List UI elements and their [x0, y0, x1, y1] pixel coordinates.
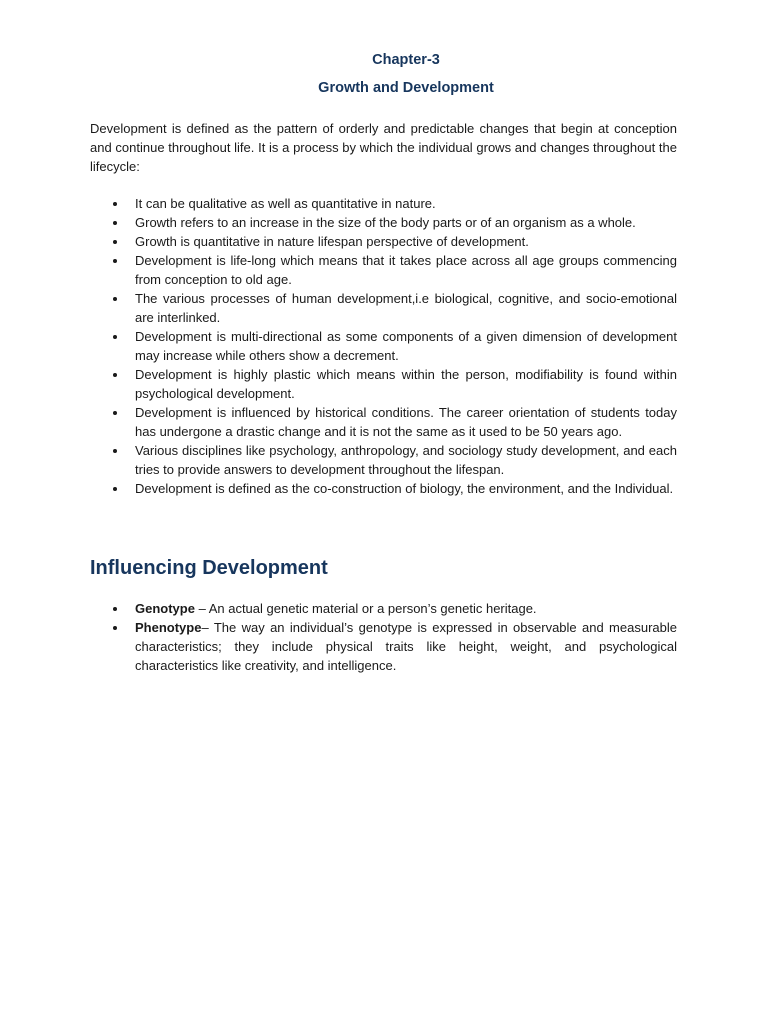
list-item-text: Development is highly plastic which means within the person, modifiability is found within psychological development.	[135, 367, 677, 401]
intro-paragraph: Development is defined as the pattern of orderly and predictable changes that begin at conception and continue throughout life. It is a process by which the individual grows and changes throughout the lifecycle:	[90, 121, 677, 174]
bullet-icon	[113, 373, 117, 377]
list-item-text: Growth refers to an increase in the size of the body parts or of an organism as a whole.	[135, 215, 636, 230]
chapter-label: Chapter-3	[372, 52, 440, 68]
list-item-text: Development is defined as the co-construction of biology, the environment, and the Individual.	[135, 481, 674, 496]
list-item-text: Development is influenced by historical conditions. The career orientation of students today has undergone a drastic change and it is not the same as it used to be 50 years ago.	[135, 405, 677, 439]
list-item	[90, 441, 677, 479]
list-item-text: Various disciplines like psychology, anthropology, and sociology study development, and each tries to provide answers to development throughout the lifespan.	[135, 443, 677, 477]
influencing-list	[90, 599, 677, 675]
bullet-icon	[113, 297, 117, 301]
bullet-icon	[113, 202, 117, 206]
list-item-genotype	[90, 599, 677, 618]
list-item	[90, 365, 677, 403]
list-item-text: Development is multi-directional as some components of a given dimension of development may increase while others show a decrement.	[135, 329, 677, 363]
list-item-text: Development is life-long which means that it takes place across all age groups commencing from conception to old age.	[135, 253, 677, 287]
bullet-icon	[113, 449, 117, 453]
chapter-title: Growth and Development	[318, 80, 494, 96]
characteristics-list	[90, 194, 677, 498]
list-item	[90, 327, 677, 365]
bullet-icon	[113, 259, 117, 263]
list-item	[90, 194, 677, 213]
definition-genotype: – An actual genetic material or a person’s genetic heritage.	[194, 601, 537, 616]
bullet-icon	[113, 607, 117, 611]
bullet-icon	[113, 487, 117, 491]
bullet-icon	[113, 221, 117, 225]
section-heading-influencing-development: Influencing Development	[90, 557, 328, 579]
term-genotype: Genotype	[135, 601, 195, 616]
list-item-phenotype	[90, 618, 677, 675]
list-item-text: It can be qualitative as well as quantitative in nature.	[135, 196, 436, 211]
definition-phenotype: – The way an individual’s genotype is expressed in observable and measurable characteristics; they include physical traits like height, weight, and psychological characteristics like creativity, and intelligence.	[135, 620, 677, 673]
bullet-icon	[113, 240, 117, 244]
list-item	[90, 213, 677, 232]
list-item-text: Growth is quantitative in nature lifespan perspective of development.	[135, 234, 529, 249]
bullet-icon	[113, 335, 117, 339]
list-item	[90, 479, 677, 498]
list-item	[90, 251, 677, 289]
list-item	[90, 289, 677, 327]
list-item-text: The various processes of human development,i.e biological, cognitive, and socio-emotional are interlinked.	[135, 291, 677, 325]
term-phenotype: Phenotype	[135, 620, 202, 635]
list-item	[90, 403, 677, 441]
list-item	[90, 232, 677, 251]
bullet-icon	[113, 626, 117, 630]
bullet-icon	[113, 411, 117, 415]
